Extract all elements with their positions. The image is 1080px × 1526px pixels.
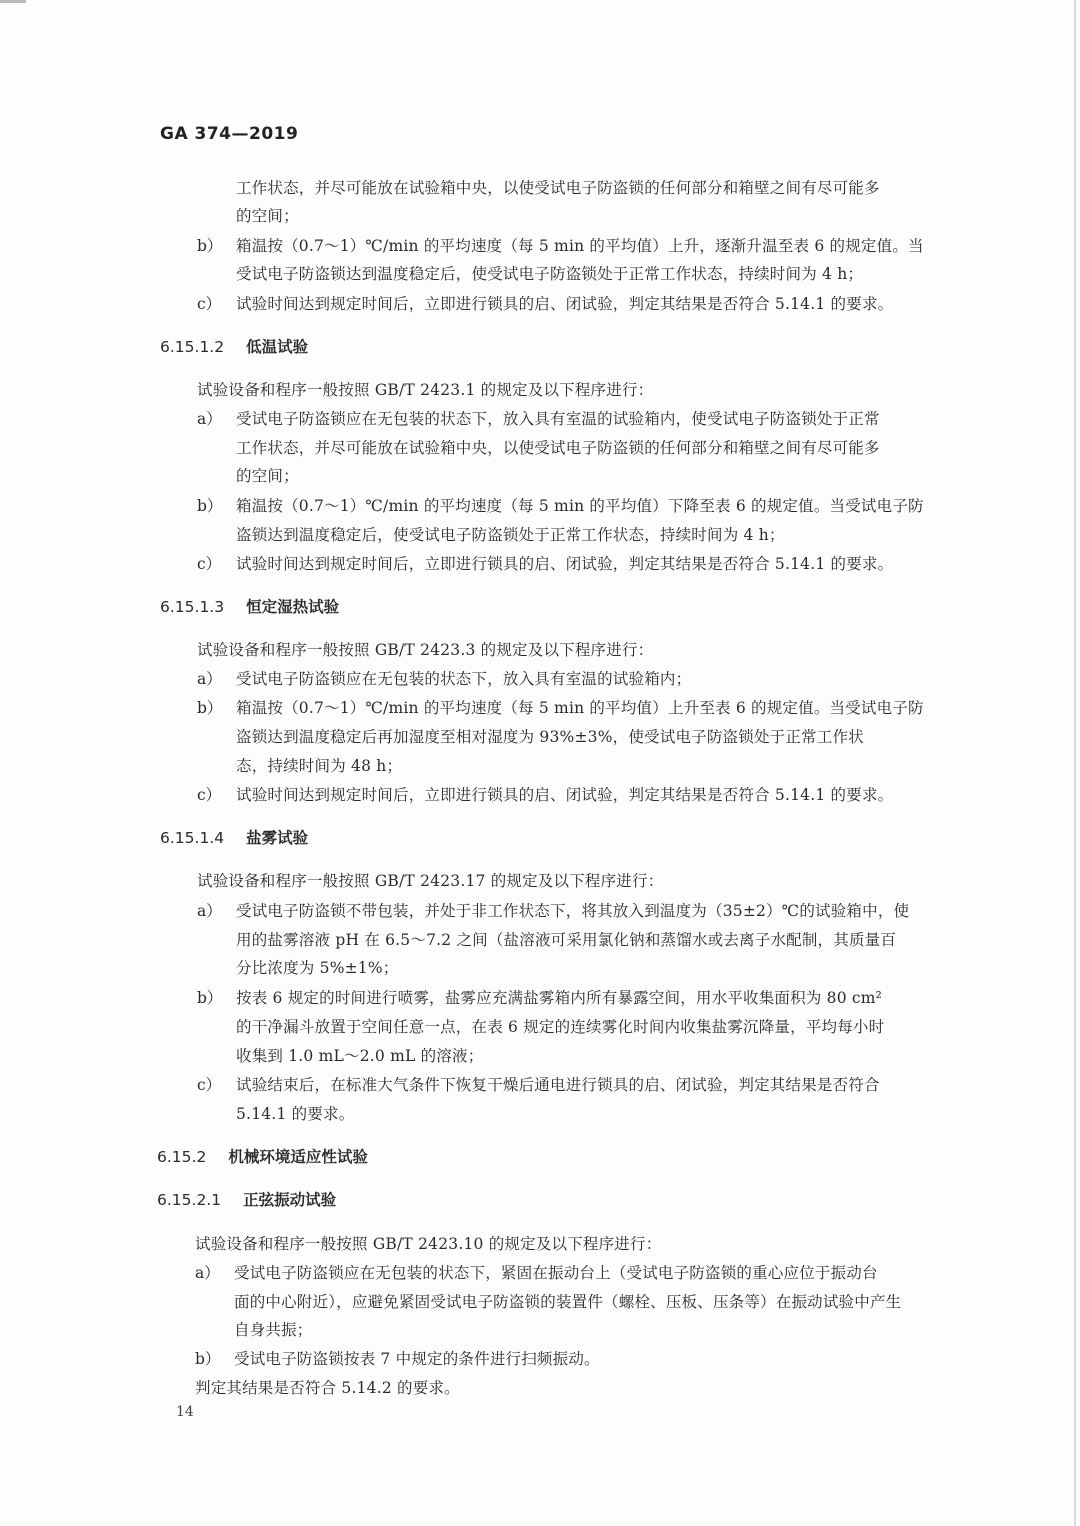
section-heading (157, 1190, 336, 1210)
text-line: 用的盐雾溶液 pH 在 6.5～7.2 之间（盐溶液可采用氯化钠和蒸馏水或去离子水配制，其质量百 (236, 931, 897, 949)
text-line: 的干净漏斗放置于空间任意一点，在表 6 规定的连续雾化时间内收集盐雾沉降量，平均每小时 (236, 1018, 885, 1036)
item-label: a） (197, 902, 222, 920)
text-line: 箱温按（0.7～1）℃/min 的平均速度（每 5 min 的平均值）下降至表 6 的规定值。当受试电子防 (236, 497, 924, 515)
section-heading (157, 1147, 368, 1167)
item-label: b） (197, 699, 223, 717)
text-line: 试验时间达到规定时间后，立即进行锁具的启、闭试验，判定其结果是否符合 5.14.1 的要求。 (236, 295, 894, 313)
text-line: 受试电子防盗锁应在无包装的状态下，紧固在振动台上（受试电子防盗锁的重心应位于振动台 (234, 1264, 878, 1282)
text-line: 受试电子防盗锁应在无包装的状态下，放入具有室温的试验箱内； (236, 670, 692, 688)
text-line: 试验设备和程序一般按照 GB/T 2423.10 的规定及以下程序进行： (195, 1235, 662, 1253)
text-line: 工作状态，并尽可能放在试验箱中央，以使受试电子防盗锁的任何部分和箱壁之间有尽可能多 (236, 439, 880, 457)
section-title: 盐雾试验 (246, 829, 309, 847)
item-label: b） (197, 989, 223, 1007)
item-label: b） (195, 1350, 221, 1368)
section-heading (160, 337, 308, 357)
section-heading (160, 828, 308, 848)
section-title: 低温试验 (246, 338, 309, 356)
section-title: 正弦振动试验 (243, 1191, 337, 1209)
text-line: 分比浓度为 5%±1%； (236, 959, 399, 977)
item-label: a） (195, 1264, 220, 1282)
section-number: 6.15.1.4 (160, 829, 225, 847)
text-line: 按表 6 规定的时间进行喷雾，盐雾应充满盐雾箱内所有暴露空间，用水平收集面积为 80 cm² (236, 989, 883, 1007)
section-number: 6.15.1.3 (160, 598, 225, 616)
text-line: 箱温按（0.7～1）℃/min 的平均速度（每 5 min 的平均值）上升至表 6 的规定值。当受试电子防 (236, 699, 924, 717)
item-label: a） (197, 670, 222, 688)
text-line: 5.14.1 的要求。 (236, 1105, 355, 1123)
page-number: 14 (176, 1404, 194, 1420)
text-line: 受试电子防盗锁按表 7 中规定的条件进行扫频振动。 (234, 1350, 600, 1368)
text-line: 试验设备和程序一般按照 GB/T 2423.1 的规定及以下程序进行： (197, 381, 654, 399)
text-line: 箱温按（0.7～1）℃/min 的平均速度（每 5 min 的平均值）上升，逐渐升温至表 6 的规定值。当 (236, 237, 924, 255)
text-line: 试验时间达到规定时间后，立即进行锁具的启、闭试验，判定其结果是否符合 5.14.1 的要求。 (236, 786, 894, 804)
text-line: 试验设备和程序一般按照 GB/T 2423.17 的规定及以下程序进行： (197, 872, 664, 890)
text-line: 试验结束后，在标准大气条件下恢复干燥后通电进行锁具的启、闭试验，判定其结果是否符合 (236, 1076, 880, 1094)
item-label: b） (197, 497, 223, 515)
section-number: 6.15.1.2 (160, 338, 225, 356)
section-number: 6.15.2.1 (157, 1191, 222, 1209)
text-line: 的空间； (236, 467, 299, 485)
item-label: b） (197, 237, 223, 255)
text-line: 工作状态，并尽可能放在试验箱中央，以使受试电子防盗锁的任何部分和箱壁之间有尽可能多 (236, 179, 880, 197)
scan-edge-line (1074, 0, 1076, 1526)
text-line: 判定其结果是否符合 5.14.2 的要求。 (195, 1379, 460, 1397)
item-label: a） (197, 410, 222, 428)
section-title: 机械环境适应性试验 (228, 1148, 368, 1166)
scan-corner-mark (0, 0, 26, 3)
text-line: 的空间； (236, 207, 299, 225)
text-line: 面的中心附近），应避免紧固受试电子防盗锁的装置件（螺栓、压板、压条等）在振动试验中产生 (234, 1293, 902, 1311)
item-label: c） (197, 555, 222, 573)
text-line: 试验时间达到规定时间后，立即进行锁具的启、闭试验，判定其结果是否符合 5.14.1 的要求。 (236, 555, 894, 573)
text-line: 试验设备和程序一般按照 GB/T 2423.3 的规定及以下程序进行： (197, 641, 654, 659)
standard-code-header: GA 374—2019 (160, 124, 299, 144)
text-line: 自身共振； (234, 1321, 313, 1339)
text-line: 盗锁达到温度稳定后，使受试电子防盗锁处于正常工作状态，持续时间为 4 h； (236, 526, 785, 544)
text-line: 态，持续时间为 48 h； (236, 757, 403, 775)
text-line: 收集到 1.0 mL～2.0 mL 的溶液； (236, 1047, 484, 1065)
section-number: 6.15.2 (157, 1148, 207, 1166)
item-label: c） (197, 786, 222, 804)
text-line: 盗锁达到温度稳定后再加湿度至相对湿度为 93%±3%，使受试电子防盗锁处于正常工作状 (236, 728, 864, 746)
item-label: c） (197, 295, 222, 313)
text-line: 受试电子防盗锁不带包装，并处于非工作状态下，将其放入到温度为（35±2）℃的试验箱中，使 (236, 902, 910, 920)
text-line: 受试电子防盗锁应在无包装的状态下，放入具有室温的试验箱内，使受试电子防盗锁处于正常 (236, 410, 880, 428)
text-line: 受试电子防盗锁达到温度稳定后，使受试电子防盗锁处于正常工作状态，持续时间为 4 h； (236, 265, 864, 283)
section-title: 恒定湿热试验 (246, 598, 340, 616)
item-label: c） (197, 1076, 222, 1094)
section-heading (160, 597, 339, 617)
